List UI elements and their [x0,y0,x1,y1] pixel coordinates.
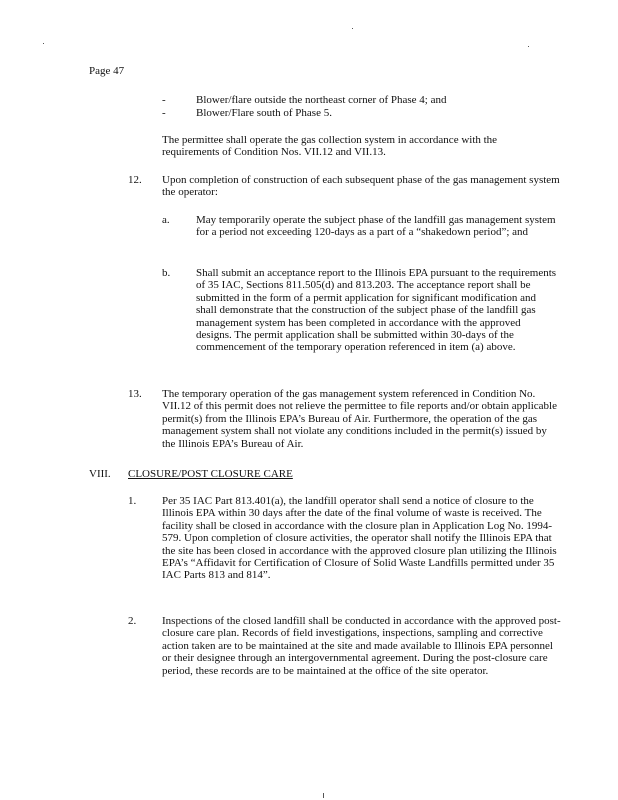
item-number: 2. [128,615,137,627]
item-12-text: Upon completion of construction of each subsequent phase of the gas management system the operator: [162,174,560,199]
item-13-text: The temporary operation of the gas management system referenced in Condition No. VII.12 of this permit does not relieve the permittee to file reports and/or obtain applicable permit(s) from the Illinois EPA’s Bureau of Air. Furthermore, the operation of the gas management system shall not violate any conditions included in the permit(s) issued by the Illinois EPA’s Bureau of Air. [162,388,557,450]
closure-item-1-text: Per 35 IAC Part 813.401(a), the landfill operator shall send a notice of closure to the Illinois EPA within 30 days after the date of the final volume of waste is received. The facility shall be closed in accordance with the closure plan in Application Log No. 1994-579. Upon completion of closure activities, the operator shall notify the Illinois EPA that the site has been closed in accordance with the approved closure plan utilizing the Illinois EPA’s “Affidavit for Certification of Closure of Solid Waste Landfills permitted under 35 IAC Parts 813 and 814”. [162,495,557,582]
section-numeral: VIII. [89,468,111,480]
item-12b-text: Shall submit an acceptance report to the Illinois EPA pursuant to the requirements of 35 IAC, Sections 811.505(d) and 813.203. The acceptance report shall be submitted in the form of a permit application for significant modification and shall demonstrate that the construction of the subject phase of the landfill gas management system has been completed in accordance with the approved designs. The permit application shall be submitted within 30-days of the commencement of the temporary operation referenced in item (a) above. [196,267,557,354]
bullet-item: Blower/Flare south of Phase 5. [196,107,332,119]
item-number: 1. [128,495,137,507]
scan-speck [528,46,529,47]
scan-speck [323,793,324,798]
item-12a-text: May temporarily operate the subject phase of the landfill gas management system for a period not exceeding 120-days as a part of a “shakedown period”; and [196,214,556,239]
section-title: CLOSURE/POST CLOSURE CARE [128,468,293,480]
scan-speck [43,43,44,44]
bullet-marker: - [162,94,166,106]
closure-item-2-text: Inspections of the closed landfill shall be conducted in accordance with the approved post-closure care plan. Records of field investigations, inspections, sampling and corrective action taken are to be maintained at the site and made available to Illinois EPA personnel or their designee through an intergovernmental agreement. During the post-closure care period, these records are to be maintained at the office of the site operator. [162,615,561,677]
scan-speck [352,28,353,29]
bullet-marker: - [162,107,166,119]
item-number: 13. [128,388,142,400]
sub-item-label: a. [162,214,170,226]
page-number: Page 47 [89,65,125,77]
item-number: 12. [128,174,142,186]
bullet-item: Blower/flare outside the northeast corner of Phase 4; and [196,94,447,106]
sub-item-label: b. [162,267,171,279]
intro-paragraph: The permittee shall operate the gas collection system in accordance with the requirements of Condition Nos. VII.12 and VII.13. [162,134,498,159]
